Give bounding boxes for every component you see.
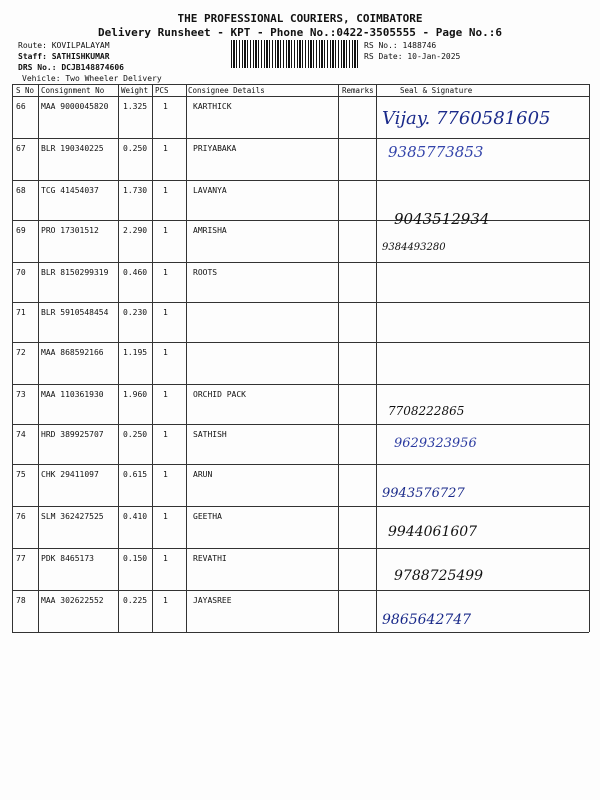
pieces-count: 1	[163, 430, 168, 439]
col-header-weight: Weight	[121, 86, 149, 95]
pieces-count: 1	[163, 102, 168, 111]
consignment-number: MAA 302622552	[41, 596, 104, 605]
serial-number: 78	[16, 596, 26, 605]
col-header-consignee: Consignee Details	[188, 86, 265, 95]
consignment-number: SLM 362427525	[41, 512, 104, 521]
pieces-count: 1	[163, 390, 168, 399]
consignment-number: BLR 5910548454	[41, 308, 109, 317]
drs-number: DRS No.: DCJB148874606	[18, 63, 124, 72]
table-column-line	[186, 84, 187, 632]
pieces-count: 1	[163, 268, 168, 277]
signature-text: 9943576727	[382, 486, 465, 501]
consignment-number: PRO 17301512	[41, 226, 99, 235]
pieces-count: 1	[163, 308, 168, 317]
pieces-count: 1	[163, 470, 168, 479]
consignee-name: KARTHICK	[193, 102, 232, 111]
weight-value: 0.150	[123, 554, 148, 563]
table-column-line	[376, 84, 377, 632]
consignment-number: BLR 8150299319	[41, 268, 109, 277]
table-row-line	[12, 302, 589, 303]
table-row-line	[12, 96, 589, 97]
pieces-count: 1	[163, 512, 168, 521]
weight-value: 1.195	[123, 348, 148, 357]
table-column-line	[118, 84, 119, 632]
table-column-line	[38, 84, 39, 632]
col-header-signature: Seal & Signature	[400, 86, 473, 95]
consignment-number: PDK 8465173	[41, 554, 94, 563]
table-row-line	[12, 220, 589, 221]
serial-number: 75	[16, 470, 26, 479]
signature-text: 9629323956	[394, 436, 477, 451]
table-row-line	[12, 342, 589, 343]
route-label: Route: KOVILPALAYAM	[18, 41, 110, 50]
table-row-line	[12, 262, 589, 263]
serial-number: 69	[16, 226, 26, 235]
consignment-number: MAA 9000045820	[41, 102, 109, 111]
consignee-name: AMRISHA	[193, 226, 227, 235]
consignee-name: REVATHI	[193, 554, 227, 563]
serial-number: 66	[16, 102, 26, 111]
signature-text: 9384493280	[382, 242, 446, 253]
consignee-name: PRIYABAKA	[193, 144, 237, 153]
weight-value: 0.225	[123, 596, 148, 605]
table-row-line	[12, 84, 589, 85]
weight-value: 0.250	[123, 430, 148, 439]
serial-number: 77	[16, 554, 26, 563]
consignee-name: GEETHA	[193, 512, 222, 521]
table-row-line	[12, 548, 589, 549]
rs-number: RS No.: 1488746	[364, 41, 437, 50]
weight-value: 0.615	[123, 470, 148, 479]
weight-value: 2.290	[123, 226, 148, 235]
col-header-pcs: PCS	[155, 86, 169, 95]
consignment-number: BLR 190340225	[41, 144, 104, 153]
consignment-number: MAA 110361930	[41, 390, 104, 399]
table-row-line	[12, 180, 589, 181]
serial-number: 71	[16, 308, 26, 317]
signature-text: 9944061607	[388, 524, 478, 540]
pieces-count: 1	[163, 596, 168, 605]
consignee-name: ARUN	[193, 470, 213, 479]
pieces-count: 1	[163, 226, 168, 235]
weight-value: 0.250	[123, 144, 148, 153]
weight-value: 1.730	[123, 186, 148, 195]
serial-number: 74	[16, 430, 26, 439]
weight-value: 1.960	[123, 390, 148, 399]
consignment-number: MAA 868592166	[41, 348, 104, 357]
consignment-number: TCG 41454037	[41, 186, 99, 195]
serial-number: 76	[16, 512, 26, 521]
table-row-line	[12, 464, 589, 465]
consignee-name: LAVANYA	[193, 186, 227, 195]
table-column-line	[12, 84, 13, 632]
pieces-count: 1	[163, 348, 168, 357]
barcode-image	[231, 40, 359, 68]
company-title: THE PROFESSIONAL COURIERS, COIMBATORE	[177, 12, 423, 25]
table-row-line	[12, 506, 589, 507]
weight-value: 0.410	[123, 512, 148, 521]
pieces-count: 1	[163, 144, 168, 153]
consignee-name: ROOTS	[193, 268, 218, 277]
signature-text: 9788725499	[394, 568, 484, 584]
consignee-name: ORCHID PACK	[193, 390, 246, 399]
col-header-sno: S No	[16, 86, 35, 95]
pieces-count: 1	[163, 186, 168, 195]
consignment-number: CHK 29411097	[41, 470, 99, 479]
table-row-line	[12, 384, 589, 385]
table-row-line	[12, 138, 589, 139]
signature-text: 9865642747	[382, 612, 472, 628]
serial-number: 72	[16, 348, 26, 357]
serial-number: 67	[16, 144, 26, 153]
col-header-consignment: Consignment No	[41, 86, 105, 95]
table-row-line	[12, 424, 589, 425]
col-header-remarks: Remarks	[342, 86, 374, 95]
weight-value: 1.325	[123, 102, 148, 111]
table-row-line	[12, 590, 589, 591]
table-row-line	[12, 632, 589, 633]
consignee-name: SATHISH	[193, 430, 227, 439]
staff-label: Staff: SATHISHKUMAR	[18, 52, 110, 61]
table-column-line	[338, 84, 339, 632]
serial-number: 70	[16, 268, 26, 277]
table-column-line	[152, 84, 153, 632]
signature-text: 7708222865	[388, 404, 465, 418]
serial-number: 73	[16, 390, 26, 399]
vehicle-label: Vehicle: Two Wheeler Delivery	[22, 74, 162, 83]
consignee-name: JAYASREE	[193, 596, 232, 605]
weight-value: 0.230	[123, 308, 148, 317]
pieces-count: 1	[163, 554, 168, 563]
signature-text: 9385773853	[388, 143, 484, 161]
table-column-line	[589, 84, 590, 632]
consignment-number: HRD 389925707	[41, 430, 104, 439]
runsheet-subtitle: Delivery Runsheet - KPT - Phone No.:0422-3505555 - Page No.:6	[98, 26, 502, 39]
weight-value: 0.460	[123, 268, 148, 277]
serial-number: 68	[16, 186, 26, 195]
signature-text: 9043512934	[394, 210, 490, 228]
signature-text: Vijay. 7760581605	[382, 108, 551, 129]
rs-date: RS Date: 10-Jan-2025	[364, 52, 461, 61]
